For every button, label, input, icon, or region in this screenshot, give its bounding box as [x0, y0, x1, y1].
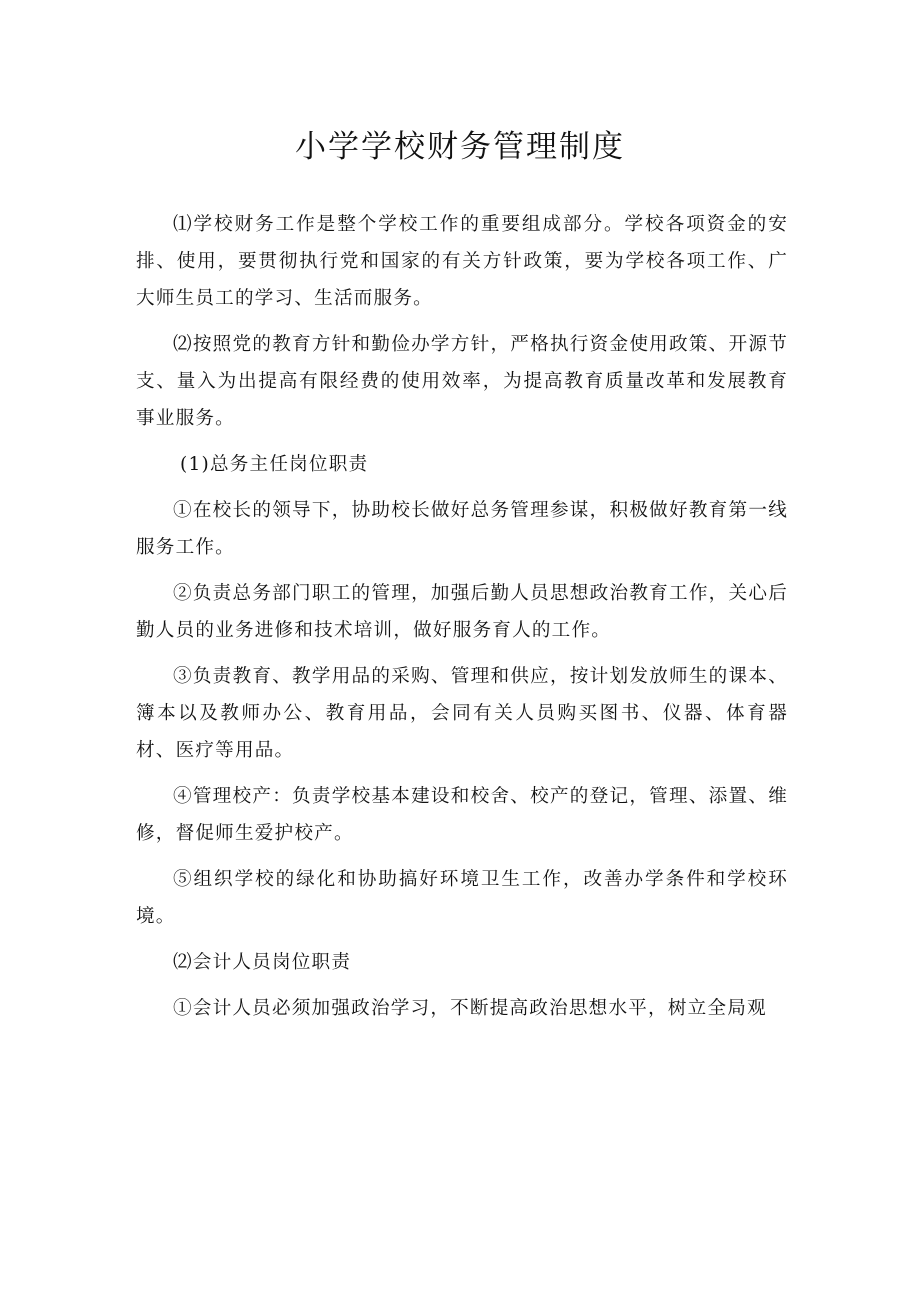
document-title: 小学学校财务管理制度: [295, 129, 625, 165]
paragraph-duty-2: ②负责总务部门职工的管理，加强后勤人员思想政治教育工作，关心后勤人员的业务进修和技术培训，做好服务育人的工作。: [136, 583, 788, 641]
paragraph-duty-1: ①在校长的领导下，协助校长做好总务管理参谋，积极做好教育第一线服务工作。: [136, 500, 788, 558]
section-heading-general-affairs-director: (1)总务主任岗位职责: [180, 454, 369, 475]
paragraph-accountant-duty-1: ①会计人员必须加强政治学习，不断提高政治思想水平，树立全局观: [173, 998, 767, 1019]
document-body: [136, 206, 788, 1036]
paragraph-duty-3: ③负责教育、教学用品的采购、管理和供应，按计划发放师生的课本、簿本以及教师办公、教育用品，会同有关人员购买图书、仪器、体育器材、医疗等用品。: [136, 666, 788, 761]
paragraph-duty-5: ⑤组织学校的绿化和协助搞好环境卫生工作，改善办学条件和学校环境。: [136, 869, 788, 927]
paragraph-financial-work: ⑴学校财务工作是整个学校工作的重要组成部分。学校各项资金的安排、使用，要贯彻执行党和国家的有关方针政策，要为学校各项工作、广大师生员工的学习、生活而服务。: [136, 214, 788, 309]
paragraph-education-policy: ⑵按照党的教育方针和勤俭办学方针，严格执行资金使用政策、开源节支、量入为出提高有限经费的使用效率，为提高教育质量改革和发展教育事业服务。: [136, 334, 788, 429]
paragraph-duty-4: ④管理校产：负责学校基本建设和校舍、校产的登记，管理、添置、维修，督促师生爱护校产。: [136, 786, 788, 844]
section-heading-accountant: ⑵会计人员岗位职责: [173, 952, 352, 973]
